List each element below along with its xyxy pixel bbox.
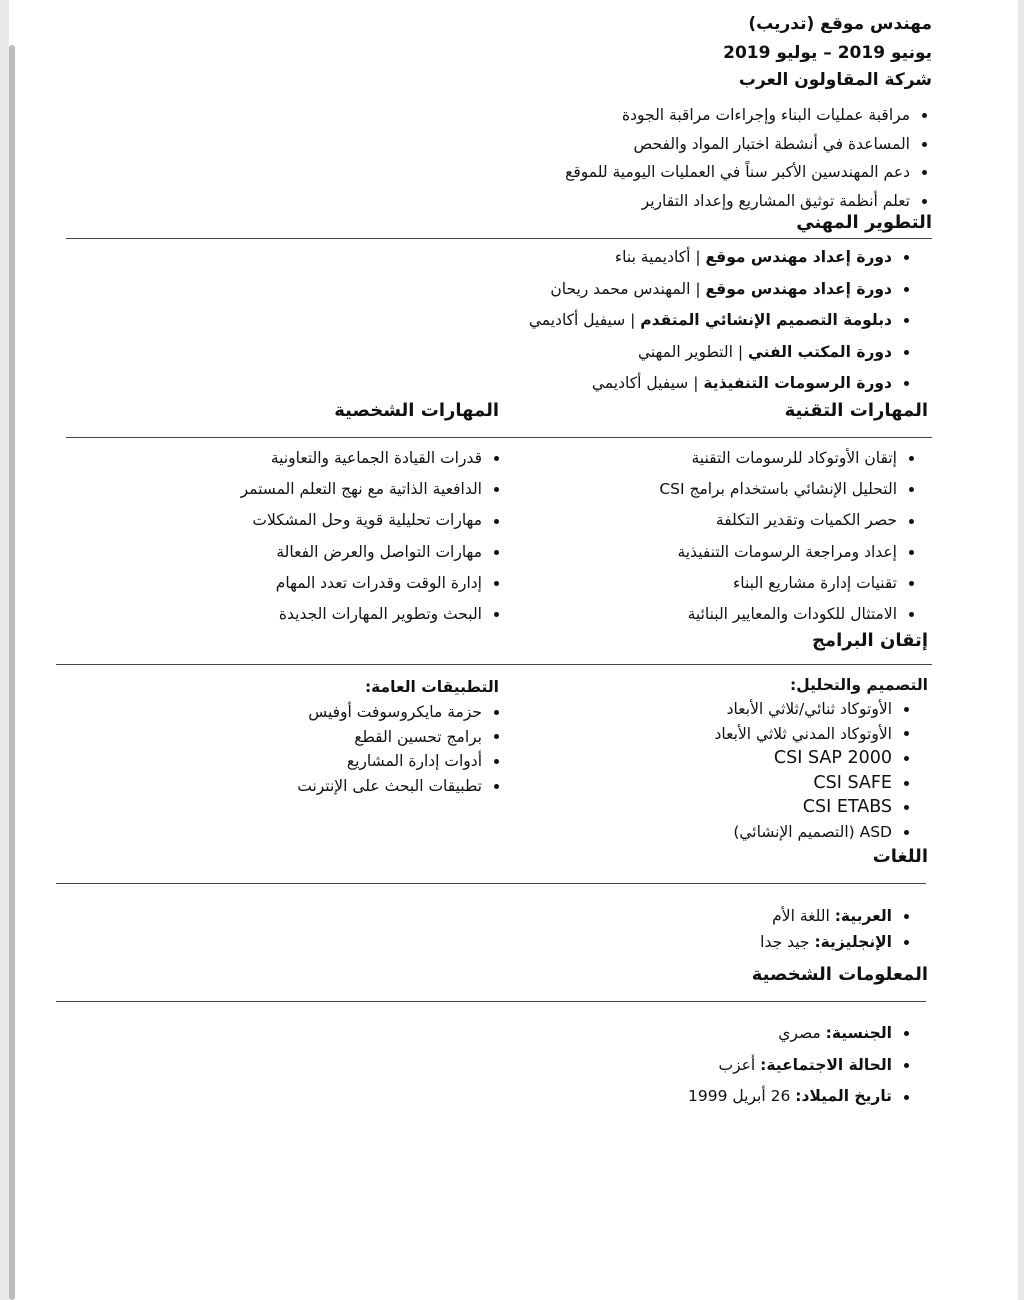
list-item: دورة إعداد مهندس موقع | أكاديمية بناء [529, 242, 914, 274]
list-item: المساعدة في أنشطة اختبار المواد والفحص [565, 130, 932, 159]
list-item: الأوتوكاد المدني ثلاثي الأبعاد [715, 722, 914, 747]
list-item: CSI ETABS [715, 795, 914, 820]
list-item: إتقان الأوتوكاد للرسومات التقنية [659, 443, 919, 474]
list-item: البحث وتطوير المهارات الجديدة [241, 599, 504, 630]
list-item: تطبيقات البحث على الإنترنت [297, 774, 504, 799]
list-item: الإنجليزية: جيد جدا [760, 929, 914, 955]
list-item: العربية: اللغة الأم [760, 903, 914, 929]
list-item: دعم المهندسين الأكبر سناً في العمليات اليومية للموقع [565, 158, 932, 187]
list-item: الدافعية الذاتية مع نهج التعلم المستمر [241, 474, 504, 505]
list-item: قدرات القيادة الجماعية والتعاونية [241, 443, 504, 474]
section-heading-personal-skills: المهارات الشخصية [334, 400, 499, 421]
list-item: الامتثال للكودات والمعايير البنائية [659, 599, 919, 630]
list-item: برامج تحسين القطع [297, 725, 504, 750]
personal-skills-list [241, 443, 504, 630]
list-item: مراقبة عمليات البناء وإجراءات مراقبة الجودة [565, 101, 932, 130]
technical-skills-list [659, 443, 919, 630]
job-dates: يونيو 2019 – يوليو 2019 [723, 43, 932, 63]
scrollbar[interactable] [9, 45, 15, 1300]
section-heading-languages: اللغات [872, 846, 928, 867]
list-item: CSI SAFE [715, 771, 914, 796]
list-item: إدارة الوقت وقدرات تعدد المهام [241, 568, 504, 599]
section-divider [56, 664, 932, 665]
list-item: دورة المكتب الفني | التطوير المهني [529, 337, 914, 369]
section-heading-technical-skills: المهارات التقنية [784, 400, 928, 421]
list-item: الجنسية: مصري [688, 1018, 914, 1050]
list-item: حزمة مايكروسوفت أوفيس [297, 700, 504, 725]
list-item: أدوات إدارة المشاريع [297, 749, 504, 774]
list-item: مهارات التواصل والعرض الفعالة [241, 537, 504, 568]
list-item: تقنيات إدارة مشاريع البناء [659, 568, 919, 599]
section-divider [66, 437, 932, 438]
list-item: الحالة الاجتماعية: أعزب [688, 1050, 914, 1082]
section-heading-software: إتقان البرامج [811, 630, 928, 651]
personal-info-list [688, 1018, 914, 1113]
section-heading-personal-info: المعلومات الشخصية [751, 964, 928, 985]
job-title: مهندس موقع (تدريب) [748, 14, 932, 34]
list-item: CSI SAP 2000 [715, 746, 914, 771]
list-item: مهارات تحليلية قوية وحل المشكلات [241, 505, 504, 536]
list-item: دورة الرسومات التنفيذية | سيفيل أكاديمي [529, 368, 914, 400]
section-heading-professional-development: التطوير المهني [796, 212, 932, 233]
languages-list [760, 903, 914, 955]
general-software-list [297, 700, 504, 798]
design-software-list [715, 697, 914, 845]
courses-list [529, 242, 914, 400]
job-company: شركة المقاولون العرب [738, 70, 932, 90]
list-item: دبلومة التصميم الإنشائي المتقدم | سيفيل أكاديمي [529, 305, 914, 337]
list-item: تاريخ الميلاد: 26 أبريل 1999 [688, 1081, 914, 1113]
general-subheading: التطبيقات العامة: [364, 678, 499, 696]
section-divider [56, 1001, 926, 1002]
list-item: التحليل الإنشائي باستخدام برامج CSI [659, 474, 919, 505]
job-duties-list [565, 101, 932, 216]
section-divider [66, 238, 932, 239]
list-item: الأوتوكاد ثنائي/ثلاثي الأبعاد [715, 697, 914, 722]
list-item: إعداد ومراجعة الرسومات التنفيذية [659, 537, 919, 568]
section-divider [56, 883, 926, 884]
list-item: دورة إعداد مهندس موقع | المهندس محمد ريحان [529, 274, 914, 306]
design-subheading: التصميم والتحليل: [790, 676, 928, 694]
list-item: تعلم أنظمة توثيق المشاريع وإعداد التقارير [565, 187, 932, 216]
list-item: حصر الكميات وتقدير التكلفة [659, 505, 919, 536]
list-item: ASD (التصميم الإنشائي) [715, 820, 914, 845]
